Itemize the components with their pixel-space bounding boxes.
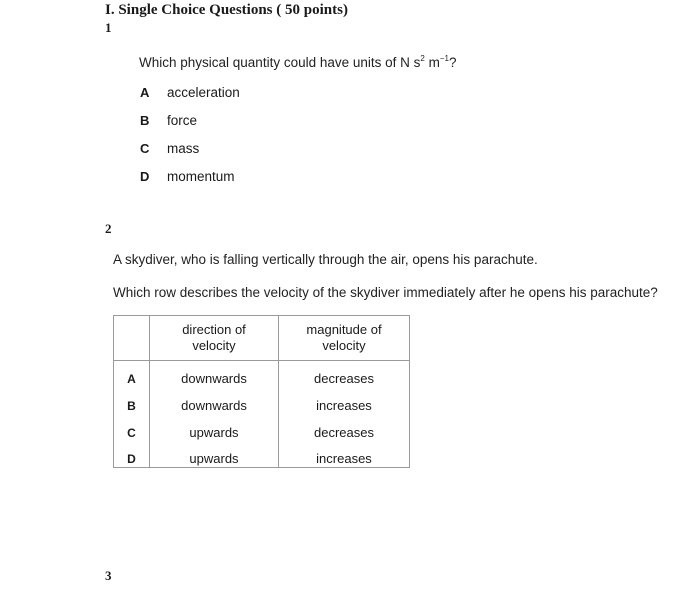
cell-magnitude: decreases bbox=[314, 425, 374, 440]
option-letter-a: A bbox=[140, 85, 150, 100]
table-divider bbox=[114, 360, 409, 361]
question-number: 3 bbox=[105, 568, 112, 583]
question-number: 1 bbox=[105, 20, 112, 35]
cell-direction: downwards bbox=[181, 371, 247, 386]
row-letter-a: A bbox=[127, 372, 136, 386]
option-text-a: acceleration bbox=[167, 85, 240, 100]
option-letter-d: D bbox=[140, 169, 150, 184]
cell-direction: upwards bbox=[189, 425, 239, 440]
option-letter-b: B bbox=[140, 113, 150, 128]
cell-direction: upwards bbox=[189, 451, 239, 466]
table-header-direction bbox=[150, 322, 278, 354]
stem-prefix: Which physical quantity could have units of N s bbox=[139, 55, 421, 70]
stem-exponent: 2 bbox=[420, 54, 425, 63]
header-line: velocity bbox=[322, 338, 366, 353]
row-letter-c: C bbox=[127, 426, 136, 440]
stem-exponent: −1 bbox=[439, 54, 449, 63]
option-text-b: force bbox=[167, 113, 198, 128]
question-stem: A skydiver, who is falling vertically through the air, opens his parachute. bbox=[113, 252, 538, 267]
question-prompt: Which row describes the velocity of the skydiver immediately after he opens his parachute? bbox=[113, 285, 658, 300]
cell-magnitude: increases bbox=[316, 451, 372, 466]
cell-direction: downwards bbox=[181, 398, 247, 413]
header-line: magnitude of bbox=[306, 322, 382, 337]
question-number: 2 bbox=[105, 221, 112, 236]
row-letter-d: D bbox=[127, 452, 136, 466]
header-line: direction of bbox=[182, 322, 246, 337]
table-header-magnitude bbox=[279, 322, 409, 354]
cell-magnitude: increases bbox=[316, 398, 372, 413]
cell-magnitude: decreases bbox=[314, 371, 374, 386]
answer-table bbox=[113, 315, 410, 468]
header-line: velocity bbox=[192, 338, 236, 353]
option-text-d: momentum bbox=[167, 169, 235, 184]
question-stem bbox=[139, 54, 456, 70]
stem-suffix: ? bbox=[448, 55, 457, 70]
row-letter-b: B bbox=[127, 399, 136, 413]
option-text-c: mass bbox=[167, 141, 200, 156]
stem-unit: m bbox=[424, 55, 440, 70]
section-title: I. Single Choice Questions ( 50 points) bbox=[105, 2, 348, 18]
option-letter-c: C bbox=[140, 141, 150, 156]
